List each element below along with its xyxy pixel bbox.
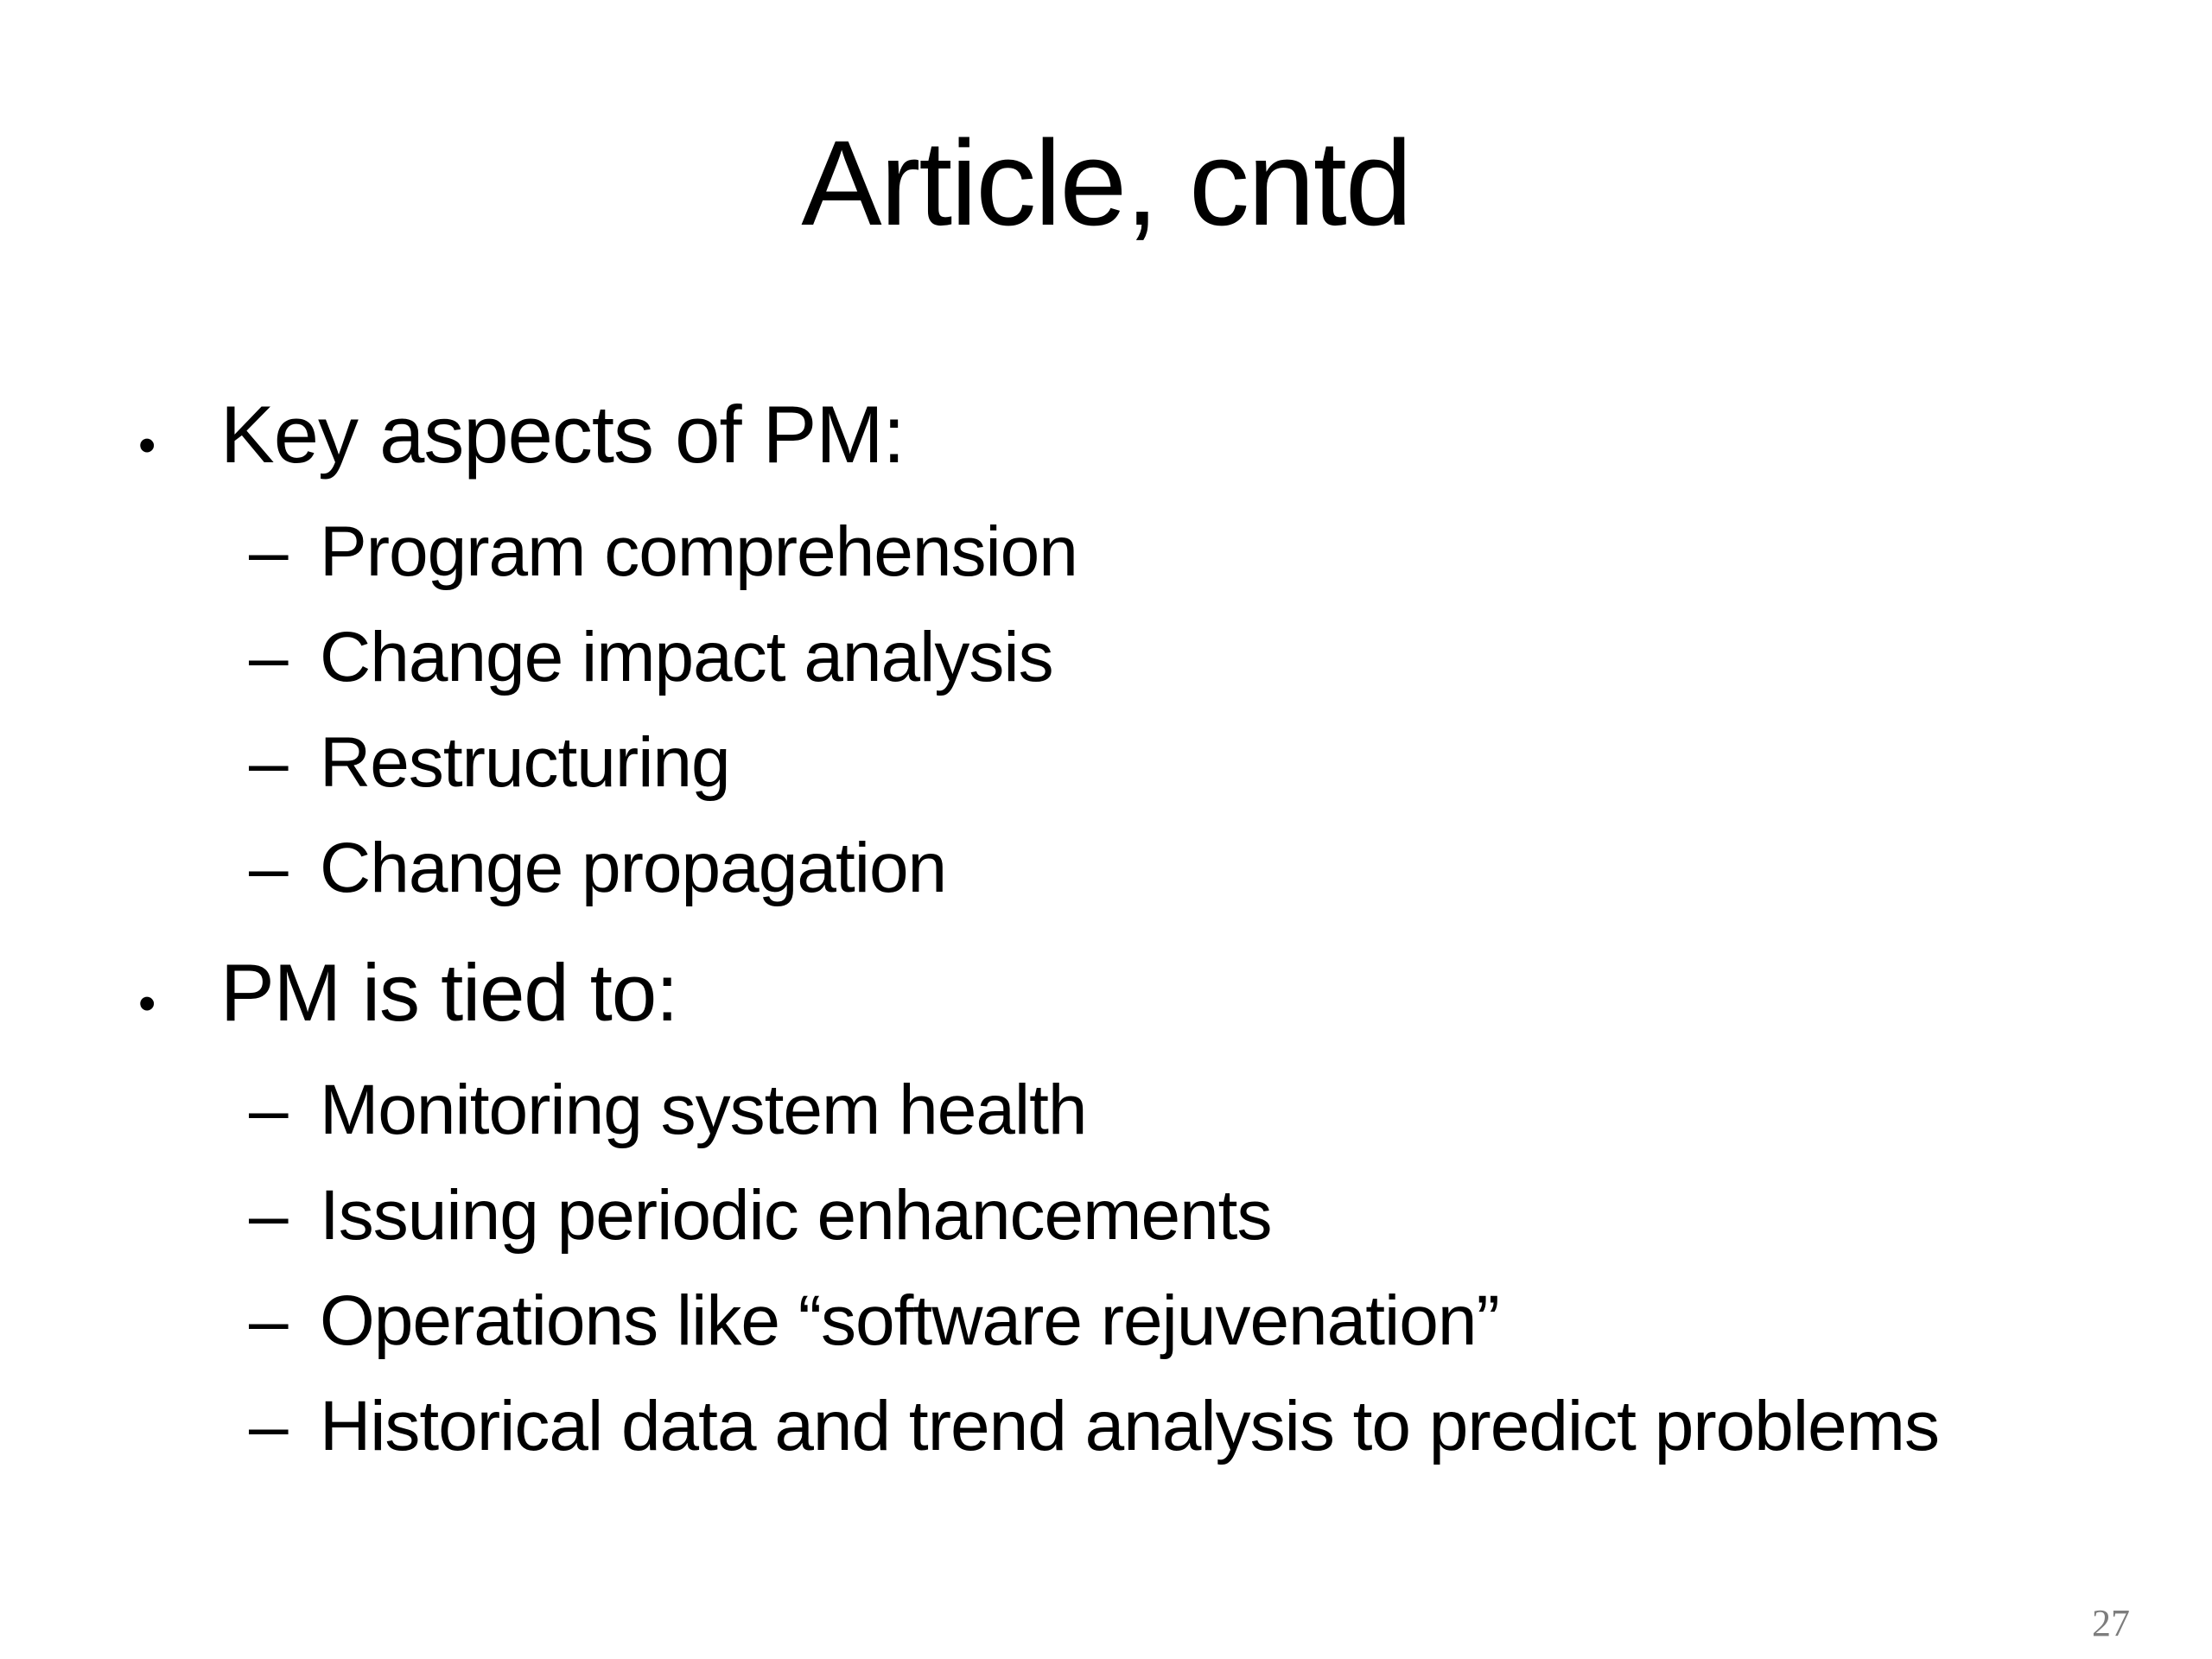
bullet-icon: • <box>138 417 156 474</box>
sub-bullet-item-text: Monitoring system health <box>320 1071 1087 1149</box>
sub-bullet-item-text: Operations like “software rejuvenation” <box>320 1281 1499 1360</box>
sub-bullet-item <box>249 816 2160 921</box>
sub-bullet-item <box>249 499 2160 605</box>
sub-bullet-item-text: Issuing periodic enhancements <box>320 1176 1272 1255</box>
dash-icon: – <box>249 1071 288 1149</box>
bullet-icon: • <box>138 976 156 1032</box>
section-pm-tied-to <box>138 938 2160 1479</box>
sub-bullet-item-text: Historical data and trend analysis to predict problems <box>320 1387 1939 1465</box>
bullet-item-text: PM is tied to: <box>220 947 678 1038</box>
section-key-aspects <box>138 380 2160 921</box>
sub-bullet-item <box>249 1163 2160 1268</box>
sub-bullet-item-text: Change propagation <box>320 829 947 907</box>
sub-bullet-item-text: Change impact analysis <box>320 618 1053 696</box>
sub-bullet-item-text: Restructuring <box>320 723 730 802</box>
dash-icon: – <box>249 723 288 802</box>
dash-icon: – <box>249 512 288 591</box>
sub-bullet-item <box>249 1268 2160 1374</box>
dash-icon: – <box>249 618 288 696</box>
bullet-item-text: Key aspects of PM: <box>220 389 905 480</box>
slide-title: Article, cntd <box>801 115 1411 251</box>
dash-icon: – <box>249 1281 288 1360</box>
sub-bullet-item-text: Program comprehension <box>320 512 1077 591</box>
bullet-item <box>138 938 2160 1058</box>
dash-icon: – <box>249 1387 288 1465</box>
dash-icon: – <box>249 829 288 907</box>
sub-bullet-item <box>249 605 2160 710</box>
bullet-item <box>138 380 2160 499</box>
slide-body <box>138 380 2160 1479</box>
sub-bullet-item <box>249 1374 2160 1479</box>
dash-icon: – <box>249 1176 288 1255</box>
page-number: 27 <box>2092 1602 2130 1644</box>
sub-bullet-item <box>249 710 2160 816</box>
sub-bullet-item <box>249 1058 2160 1163</box>
